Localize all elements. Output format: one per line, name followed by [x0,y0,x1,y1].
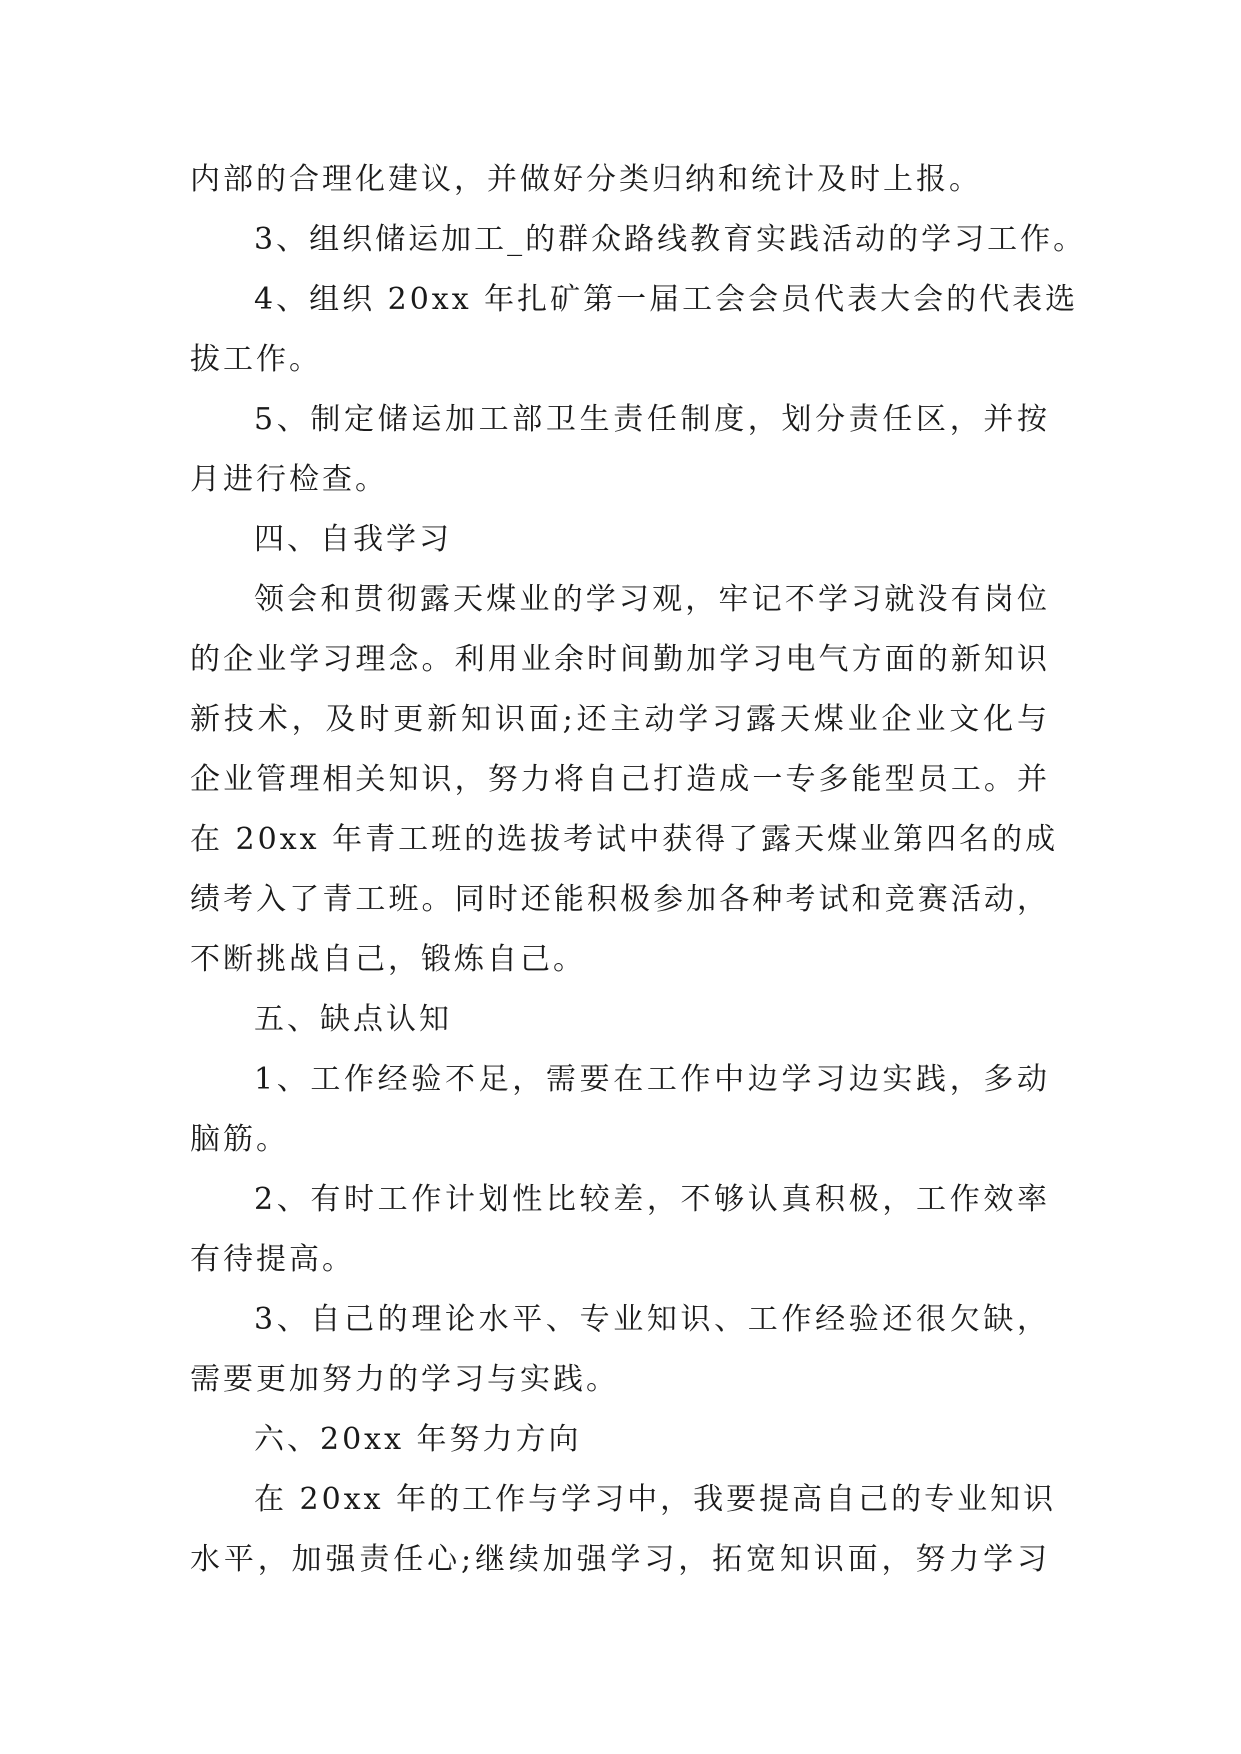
text-line: 2、有时工作计划性比较差，不够认真积极，工作效率 [254,1182,1050,1217]
text-line: 4、组织 20xx 年扎矿第一届工会会员代表大会的代表选 [254,282,1079,317]
text-line: 有待提高。 [190,1242,355,1277]
text-line: 拔工作。 [190,342,322,377]
text-line: 领会和贯彻露天煤业的学习观，牢记不学习就没有岗位 [254,582,1050,617]
text-line: 在 20xx 年青工班的选拔考试中获得了露天煤业第四名的成 [190,822,1059,857]
text-line: 3、自己的理论水平、专业知识、工作经验还很欠缺， [254,1302,1050,1337]
text-line: 月进行检查。 [190,462,388,497]
text-line: 内部的合理化建议，并做好分类归纳和统计及时上报。 [190,162,982,197]
text-line: 五、缺点认知 [254,1002,452,1037]
text-line: 新技术，及时更新知识面;还主动学习露天煤业企业文化与 [190,702,1050,737]
document-body [190,150,1087,1590]
text-line: 3、组织储运加工_的群众路线教育实践活动的学习工作。 [254,222,1087,257]
text-line: 水平，加强责任心;继续加强学习，拓宽知识面，努力学习 [190,1542,1050,1577]
text-line: 企业管理相关知识，努力将自己打造成一专多能型员工。并 [190,762,1050,797]
text-line: 脑筋。 [190,1122,289,1157]
text-line: 四、自我学习 [254,522,452,557]
text-line: 六、20xx 年努力方向 [254,1422,582,1457]
text-line: 需要更加努力的学习与实践。 [190,1362,619,1397]
text-line: 不断挑战自己，锻炼自己。 [190,942,586,977]
text-line: 在 20xx 年的工作与学习中，我要提高自己的专业知识 [254,1482,1057,1517]
text-line: 1、工作经验不足，需要在工作中边学习边实践，多动 [254,1062,1050,1097]
text-line: 绩考入了青工班。同时还能积极参加各种考试和竞赛活动， [190,882,1050,917]
text-line: 5、制定储运加工部卫生责任制度，划分责任区，并按 [254,402,1050,437]
text-line: 的企业学习理念。利用业余时间勤加学习电气方面的新知识 [190,642,1050,677]
